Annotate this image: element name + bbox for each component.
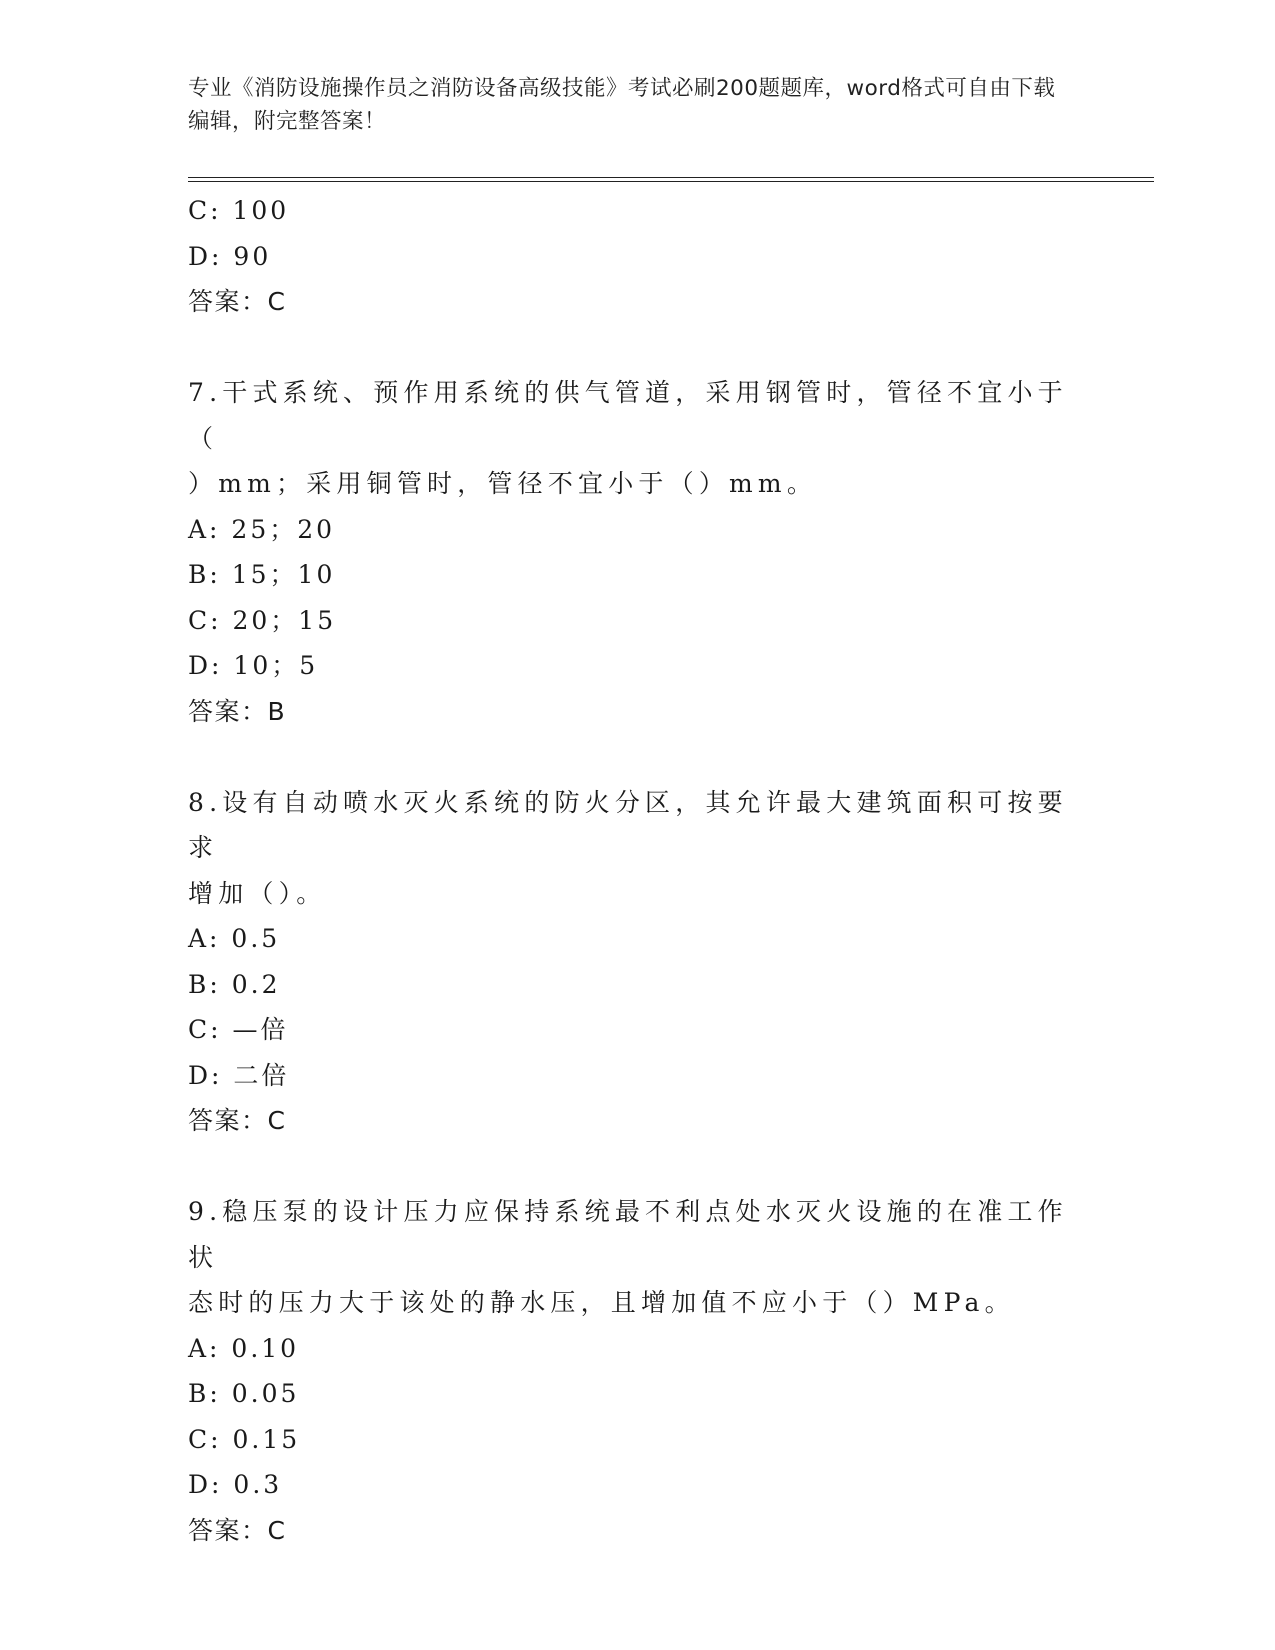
question-stem-line: 7.干式系统、预作用系统的供气管道，采用钢管时，管径不宜小于（ xyxy=(188,378,1068,453)
option-c: C: 20；15 xyxy=(188,605,337,635)
option-d: D: 0.3 xyxy=(188,1470,283,1499)
answer-line: 答案：C xyxy=(188,1515,287,1545)
question-list xyxy=(188,188,1068,1553)
option-a: A: 25；20 xyxy=(188,514,336,544)
option-d: D: 90 xyxy=(188,241,272,271)
answer-line: 答案：B xyxy=(188,696,287,726)
header-title: 专业《消防设施操作员之消防设备高级技能》考试必刷200题题库，word格式可自由下载编辑，附完整答案！ xyxy=(188,76,1056,134)
header-divider-top xyxy=(188,177,1154,178)
question-stem-line: 增加（）。 xyxy=(188,878,327,908)
question-7 xyxy=(188,370,1068,734)
option-d: D: 10；5 xyxy=(188,651,319,680)
question-9 xyxy=(188,1189,1068,1553)
option-b: B: 0.05 xyxy=(188,1379,300,1408)
spacer xyxy=(188,1144,1068,1190)
question-stem-line: 态时的压力大于该处的静水压，且增加值不应小于（）MPa。 xyxy=(188,1288,1015,1317)
spacer xyxy=(188,325,1068,371)
question-8 xyxy=(188,780,1068,1144)
header-divider-bottom xyxy=(188,181,1154,182)
option-a: A: 0.5 xyxy=(188,924,281,953)
option-d: D: 二倍 xyxy=(188,1060,290,1090)
spacer xyxy=(188,734,1068,780)
option-c: C: 0.15 xyxy=(188,1424,301,1454)
question-stem-line: ）mm；采用铜管时，管径不宜小于（）mm。 xyxy=(188,469,818,498)
answer-line: 答案：C xyxy=(188,287,287,316)
question-6-tail xyxy=(188,188,1068,325)
option-b: B: 15；10 xyxy=(188,560,336,589)
option-a: A: 0.10 xyxy=(188,1333,300,1363)
option-b: B: 0.2 xyxy=(188,969,281,999)
question-stem-line: 8.设有自动喷水灭火系统的防火分区，其允许最大建筑面积可按要求 xyxy=(188,787,1068,862)
option-c: C: —倍 xyxy=(188,1015,289,1044)
document-header xyxy=(188,72,1068,138)
answer-line: 答案：C xyxy=(188,1106,287,1135)
question-stem-line: 9.稳压泵的设计压力应保持系统最不利点处水灭火设施的在准工作状 xyxy=(188,1197,1068,1272)
option-c: C: 100 xyxy=(188,196,290,225)
